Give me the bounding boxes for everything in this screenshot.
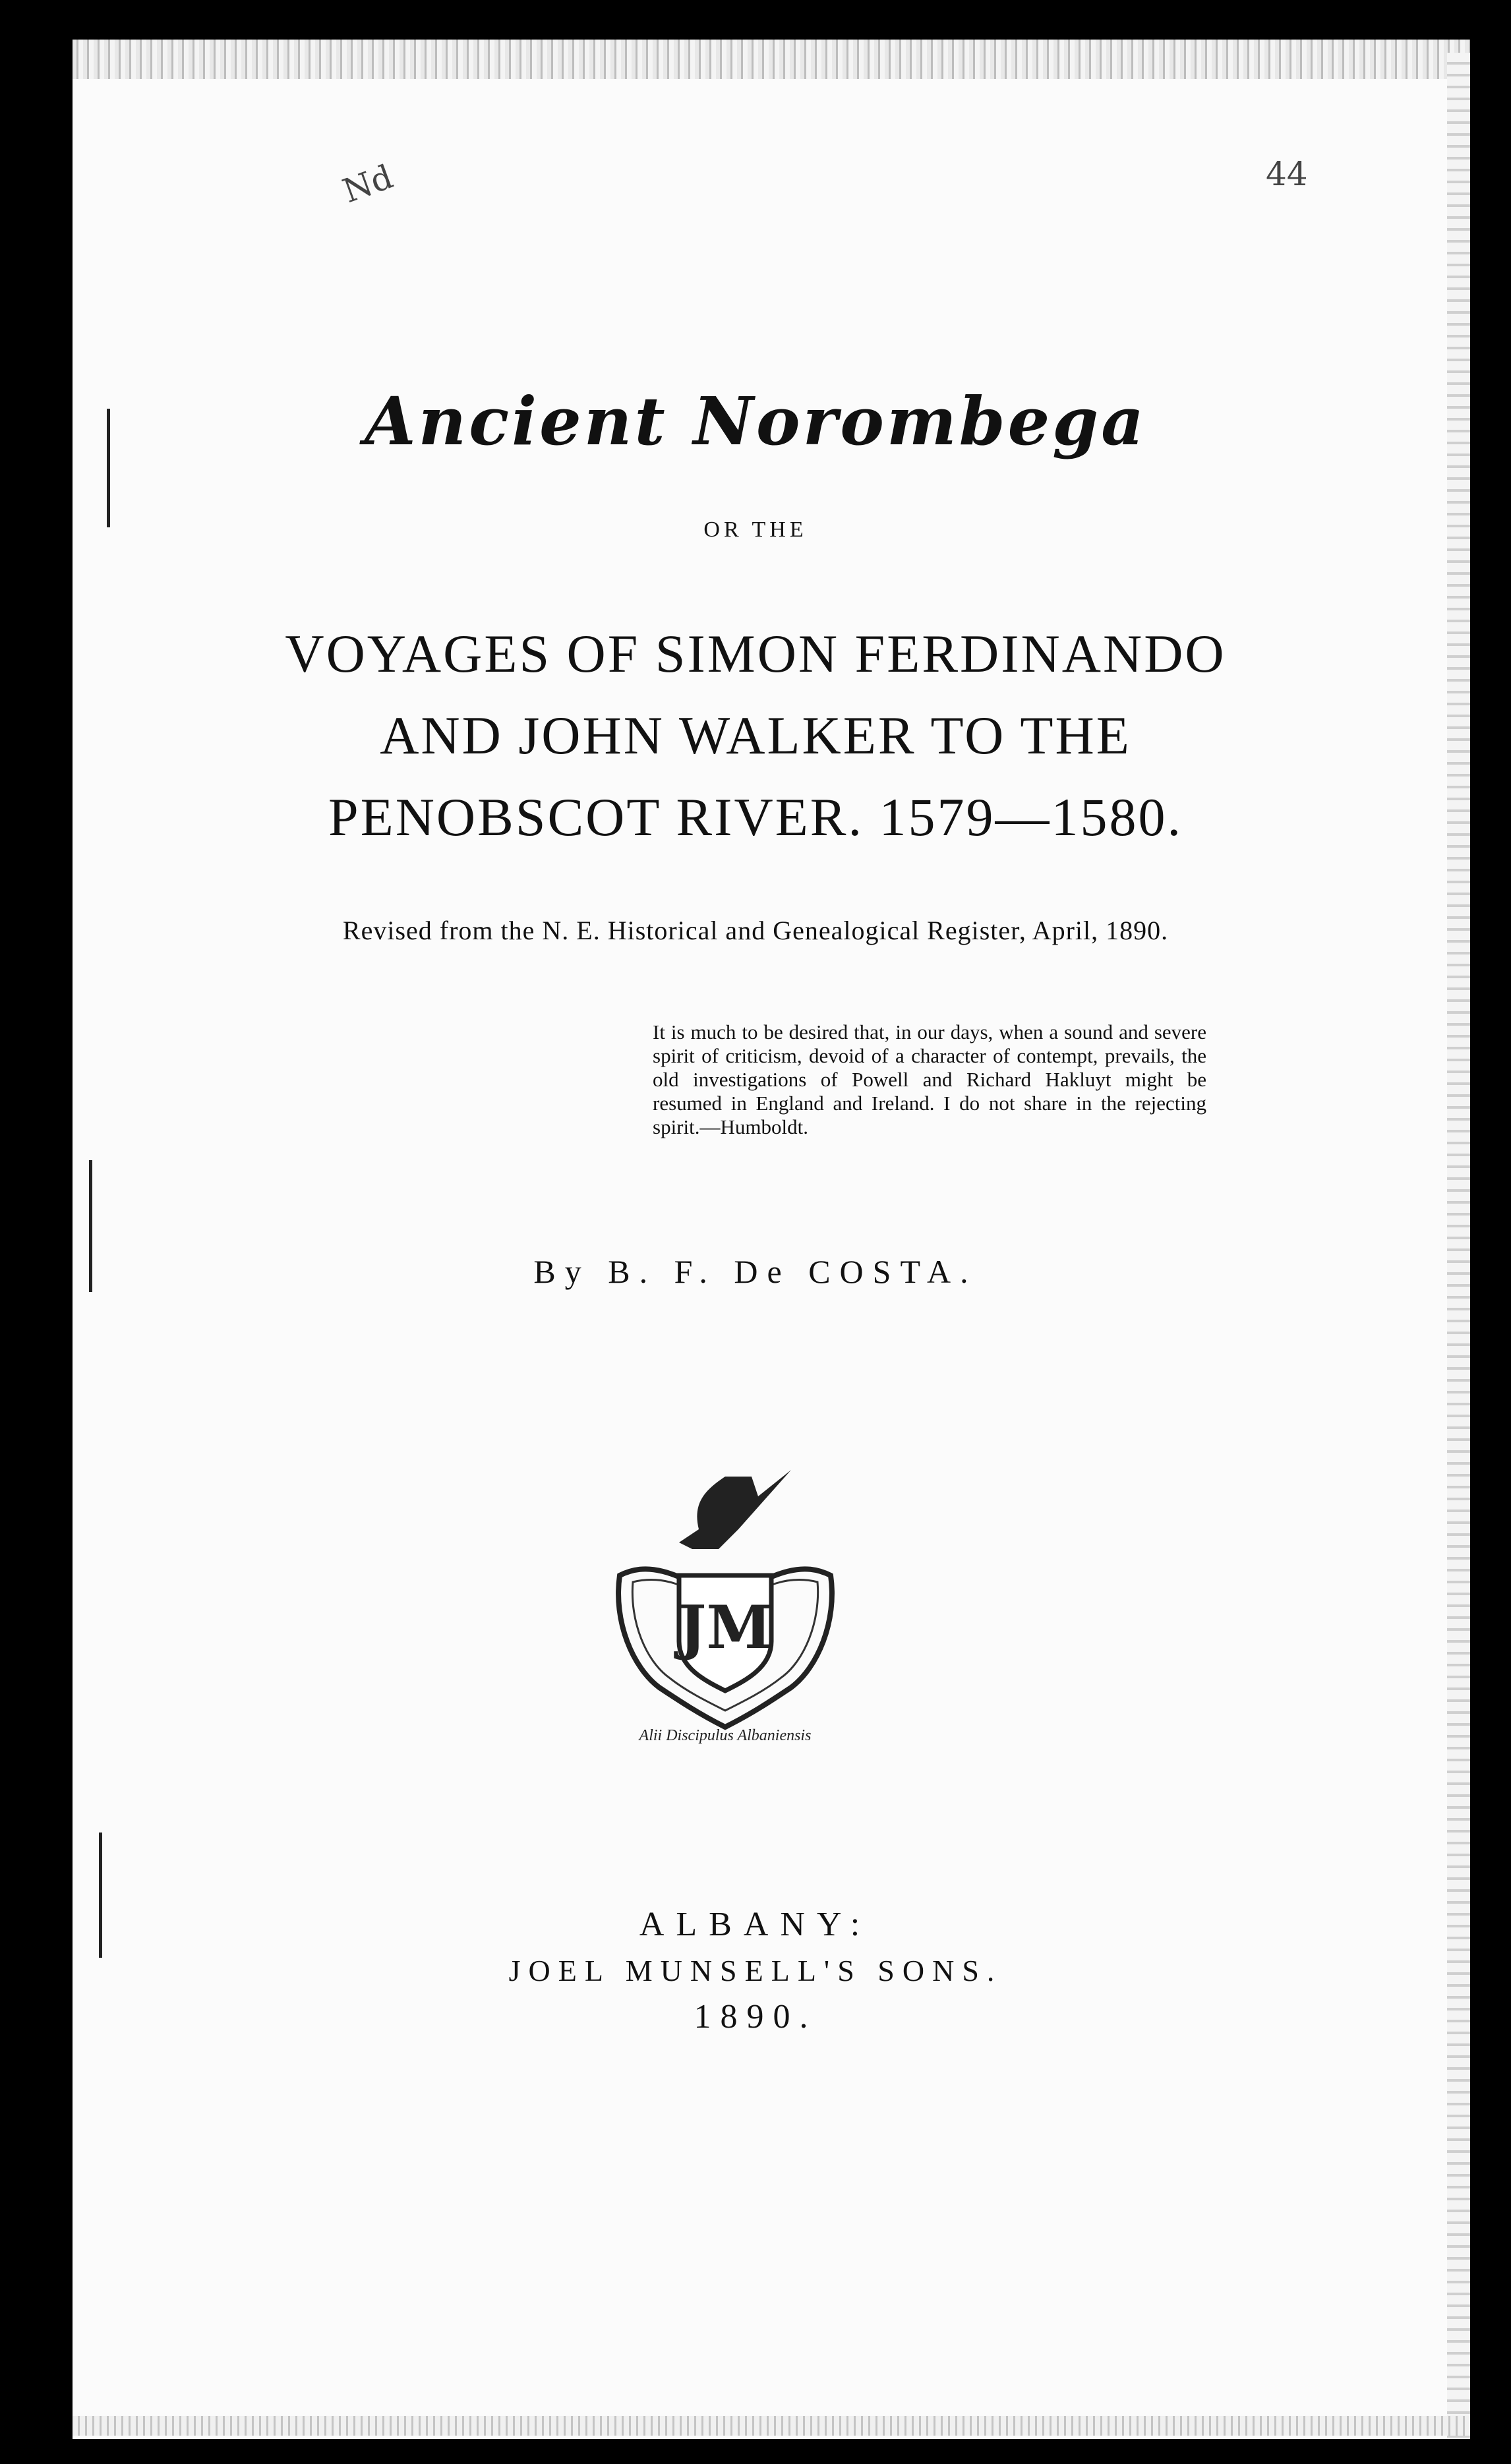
imprint-place: ALBANY:	[639, 1906, 872, 1943]
seal-monogram: JM	[678, 1593, 773, 1662]
margin-note-right: 44	[1266, 155, 1308, 193]
title-connector: OR THE	[703, 517, 808, 542]
book-title: Ancient Norombega	[364, 382, 1147, 460]
page-edge-top	[73, 40, 1470, 79]
byline: By B. F. De COSTA.	[533, 1253, 978, 1290]
publisher-seal	[593, 1450, 857, 1753]
page-edge-bottom	[73, 2416, 1470, 2436]
subtitle-line: VOYAGES OF SIMON FERDINANDO	[285, 624, 1226, 684]
margin-note-left: Nd	[338, 157, 398, 211]
epigraph: It is much to be desired that, in our days, when a sound and severe spirit of criticism, devoid of a character of contempt, prevails, the old investigations of Powell and Richard Hakluyt might be resumed in England and Ireland. I do not share in the rejecting spirit.—Humboldt.	[653, 1020, 1206, 1138]
imprint-publisher: JOEL MUNSELL'S SONS.	[508, 1954, 1003, 1987]
subtitle-line: PENOBSCOT RIVER. 1579—1580.	[328, 787, 1183, 847]
subtitle-line: AND JOHN WALKER TO THE	[380, 705, 1131, 765]
revised-note: Revised from the N. E. Historical and Genealogical Register, April, 1890.	[342, 916, 1169, 945]
imprint-year: 1890.	[694, 1998, 817, 2036]
seal-motto: Alii Discipulus Albaniensis	[639, 1727, 812, 1744]
subtitle	[0, 613, 1511, 858]
